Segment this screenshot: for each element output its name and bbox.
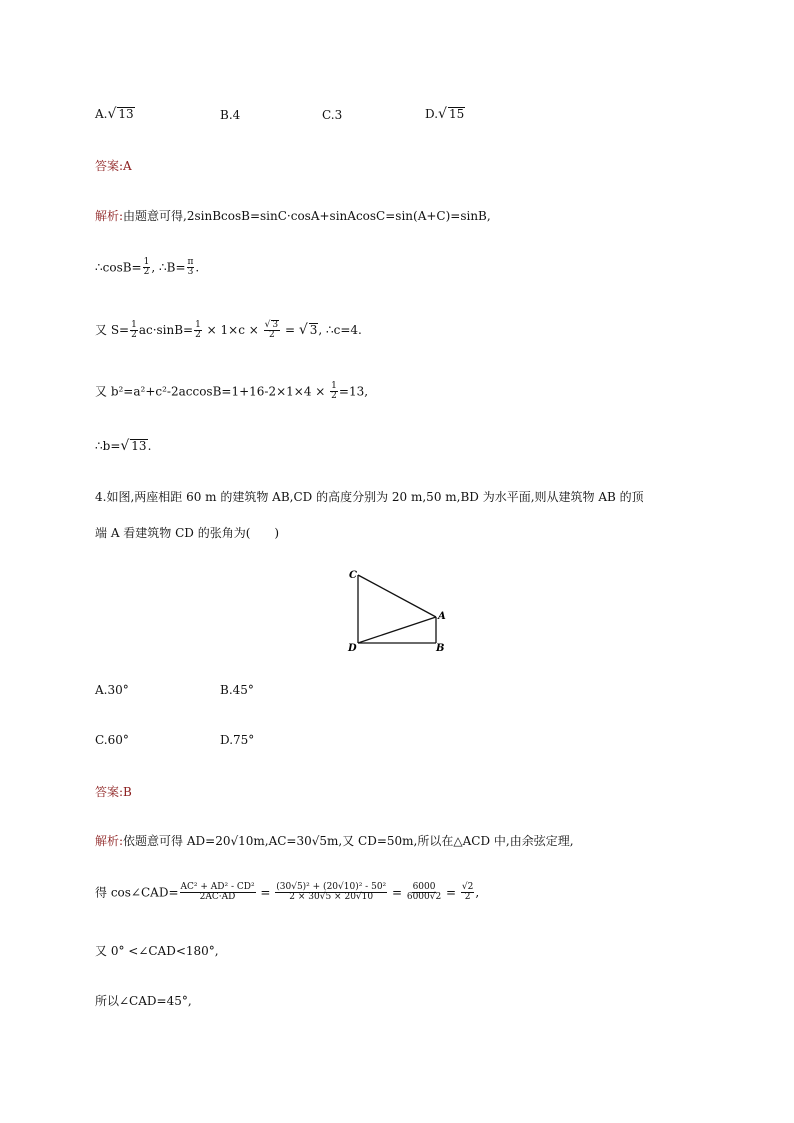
option-a-radicand: 13 — [118, 107, 134, 121]
math-text: = — [442, 885, 460, 900]
math-text: 又 b²=a²+c²-2accosB=1+16-2×1×4 × — [95, 384, 330, 399]
option-d: D.75° — [220, 733, 255, 747]
math-text: ac·sinB= — [138, 322, 194, 337]
math-text: , ∴c=4. — [318, 322, 362, 337]
fraction: $\frac{1}{2}$ — [131, 319, 137, 340]
option-a-prefix: A. — [95, 107, 108, 121]
fraction: $\frac{1}{2}$ — [195, 319, 201, 340]
fraction: $\frac{√2}{2}$ — [461, 882, 474, 903]
analysis-text: 依题意可得 AD=20√10m,AC=30√5m,又 CD=50m,所以在△ACD 中,由余弦定理, — [123, 834, 574, 848]
radicand: 13 — [131, 439, 147, 453]
option-d: D.√ 15 — [425, 106, 465, 122]
math-text: × 1×c × — [202, 322, 263, 337]
radicand: 3 — [309, 322, 318, 337]
math-text: ∴b= — [95, 439, 121, 453]
fraction: $\frac{√ 3}{2}$ — [264, 320, 279, 341]
analysis-text: 由题意可得,2sinBcosB=sinC·cosA+sinAcosC=sin(A+C)=sinB, — [123, 209, 491, 223]
option-d-radicand: 15 — [448, 107, 465, 121]
analysis-q4-line1 — [95, 832, 574, 849]
math-text: = — [256, 885, 275, 900]
fraction: $\frac{\pi}{3}$ — [187, 257, 194, 278]
math-text: 得 cos∠CAD= — [95, 885, 179, 900]
question-4-stem-line1: 4.如图,两座相距 60 m 的建筑物 AB,CD 的高度分别为 20 m,50 m,BD 为水平面,则从建筑物 AB 的顶 — [95, 490, 644, 504]
analysis-q3-line1 — [95, 207, 491, 224]
label-b: B — [436, 643, 445, 654]
math-text: , ∴B= — [151, 260, 186, 275]
math-text: =13, — [338, 384, 369, 399]
option-a: A.30° — [95, 683, 129, 697]
math-text: , — [475, 885, 480, 900]
analysis-q3-line5: ∴b=√ 13. — [95, 438, 152, 454]
analysis-q3-line4 — [95, 382, 368, 402]
segment-ca — [358, 575, 436, 617]
answer-q4: 答案:B — [95, 785, 132, 799]
building-figure — [340, 565, 460, 660]
option-a: A.√ 13 — [95, 106, 134, 122]
label-a: A — [438, 611, 446, 622]
analysis-q3-line2 — [95, 258, 199, 278]
option-b: B.4 — [220, 108, 241, 122]
analysis-q3-line3: 又 S= $\frac{1}{2}$ ac·sinB= $\frac{1}{2}$ × 1×c × $\frac{√ 3}{2}$ = √ 3, ∴c=4. — [95, 319, 362, 341]
fraction: $\frac{1}{2}$ — [331, 381, 337, 402]
answer-q3: 答案:A — [95, 159, 132, 173]
fraction: $\frac{1}{2}$ — [143, 257, 150, 278]
math-text: = — [388, 885, 406, 900]
option-c: C.3 — [322, 108, 343, 122]
option-b: B.45° — [220, 683, 254, 697]
analysis-label: 解析: — [95, 834, 124, 848]
question-4-stem-line2: 端 A 看建筑物 CD 的张角为( ) — [95, 526, 280, 540]
fraction: $\frac{\text{(30√5)² + (20√10)² - 50²}}{2 \times 30√5 \times 20√10}$ — [276, 882, 387, 903]
math-text: ∴cosB= — [95, 260, 142, 275]
math-text: 又 S= — [95, 322, 130, 337]
option-c: C.60° — [95, 733, 129, 747]
option-d-prefix: D. — [425, 107, 439, 121]
analysis-q4-line4: 所以∠CAD=45°, — [95, 994, 192, 1008]
math-text: = — [281, 322, 299, 337]
label-c: C — [349, 570, 357, 581]
fraction: $\frac{6000}{6000√2}$ — [406, 882, 442, 903]
analysis-q4-line2 — [95, 883, 479, 903]
math-text: . — [195, 260, 200, 275]
fraction: $\frac{\text{AC² + AD² - CD²}}{2AC\cdot AD}$ — [180, 882, 255, 903]
analysis-q4-line3: 又 0° <∠CAD<180°, — [95, 944, 219, 958]
analysis-label: 解析: — [95, 209, 124, 223]
label-d: D — [348, 643, 357, 654]
math-text: . — [147, 439, 152, 453]
segment-da — [358, 617, 436, 643]
